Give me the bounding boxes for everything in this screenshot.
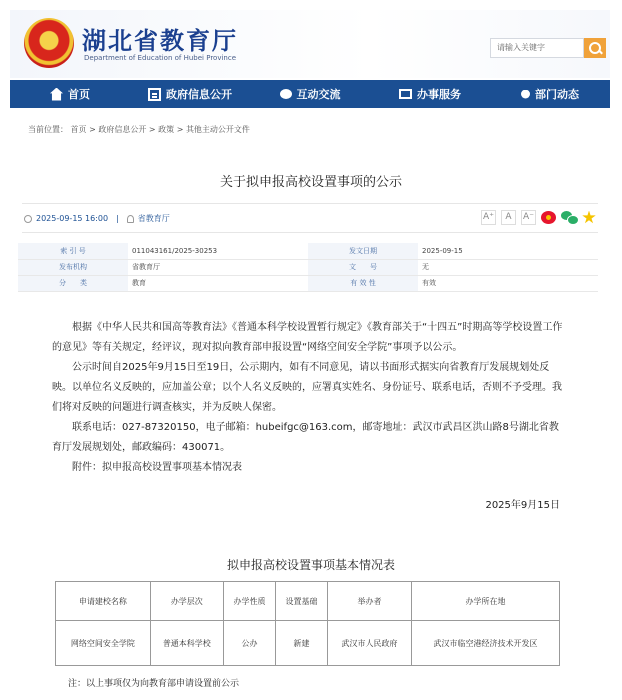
site-subtitle: Department of Education of Hubei Province — [84, 54, 237, 62]
table-row — [56, 621, 560, 666]
font-medium-button[interactable]: A — [501, 210, 516, 225]
doc-number-value: 无 — [418, 259, 598, 275]
article-title: 关于拟申报高校设置事项的公示 — [219, 175, 402, 190]
detail-table-title: 拟申报高校设置事项基本情况表 — [226, 558, 395, 572]
nav-services[interactable] — [370, 80, 490, 108]
source-icon — [127, 215, 134, 223]
article-body — [52, 318, 568, 478]
table-row — [18, 243, 598, 259]
body-paragraph: 公示时间自2025年9月15日至19日，公示期内，如有不同意见，请以书面形式据实向省教育厅发展规划处反映。以单位名义反映的，应加盖公章；以个人名义反映的，应署真实姓名、身份证号、联系电话，否则不予受理。我们将对反映的问题进行调查核实，并为反映人保密。 — [52, 362, 562, 413]
table-cell: 武汉市人民政府 — [327, 621, 411, 666]
validity-value: 有效 — [418, 275, 598, 291]
column-header: 办学所在地 — [411, 582, 559, 621]
weibo-share-icon[interactable] — [541, 211, 556, 224]
breadcrumb-prefix: 当前位置： — [28, 125, 68, 134]
nav-interaction[interactable] — [250, 80, 370, 108]
nav-home[interactable] — [10, 80, 130, 108]
table-row — [18, 275, 598, 291]
wechat-share-icon[interactable] — [561, 211, 577, 224]
font-larger-button[interactable]: A⁺ — [481, 210, 496, 225]
date-value: 2025-09-15 — [418, 243, 598, 259]
doc-number-label: 文 号 — [308, 259, 418, 275]
breadcrumb-item[interactable]: 首页 — [70, 125, 87, 134]
category-value: 教育 — [128, 275, 308, 291]
table-row — [18, 259, 598, 275]
font-smaller-button[interactable]: A⁻ — [521, 210, 536, 225]
table-cell: 新建 — [275, 621, 327, 666]
breadcrumb-item[interactable]: 政策 — [158, 125, 175, 134]
table-cell: 公办 — [223, 621, 275, 666]
meta-divider: | — [116, 214, 119, 223]
breadcrumb-separator: > — [148, 125, 156, 134]
breadcrumb — [28, 124, 250, 135]
home-icon — [50, 88, 63, 101]
article-meta — [22, 203, 598, 233]
sign-date: 2025年9月15日 — [485, 500, 560, 511]
nav-label: 部门动态 — [535, 88, 579, 101]
nav-gov-info[interactable] — [130, 80, 250, 108]
nav-label: 互动交流 — [296, 88, 341, 101]
body-paragraph: 根据《中华人民共和国高等教育法》《普通本科学校设置暂行规定》《教育部关于“十四五”时期高等学校设置工作的意见》等有关规定，经评议，现对拟向教育部申报设置“网络空间安全学院”事项予以公示。 — [52, 322, 563, 353]
user-icon — [521, 90, 530, 99]
publish-date: 2025-09-15 16:00 — [36, 214, 109, 223]
detail-table — [55, 581, 560, 666]
index-value: 011043161/2025-30253 — [128, 243, 308, 259]
attachment-link[interactable]: 附件：拟申报高校设置事项基本情况表 — [72, 462, 242, 473]
publisher-label: 发布机构 — [18, 259, 128, 275]
category-label: 分 类 — [18, 275, 128, 291]
nav-label: 办事服务 — [417, 88, 461, 101]
site-header — [10, 10, 610, 78]
breadcrumb-separator: > — [89, 125, 96, 134]
index-label: 索 引 号 — [18, 243, 128, 259]
table-cell: 武汉市临空港经济技术开发区 — [411, 621, 559, 666]
date-label: 发文日期 — [308, 243, 418, 259]
site-title[interactable]: 湖北省教育厅 — [82, 26, 238, 55]
table-cell: 普通本科学校 — [150, 621, 223, 666]
breadcrumb-item[interactable]: 政府信息公开 — [98, 125, 147, 134]
column-header: 设置基础 — [275, 582, 327, 621]
footnote: 注：以上事项仅为向教育部申请设置前公示 — [68, 679, 240, 689]
national-emblem-icon — [24, 18, 74, 68]
validity-label: 有 效 性 — [308, 275, 418, 291]
column-header: 举办者 — [327, 582, 411, 621]
column-header: 申请建校名称 — [56, 582, 151, 621]
table-header-row — [56, 582, 560, 621]
monitor-icon — [399, 89, 412, 99]
body-paragraph: 联系电话：027-87320150，电子邮箱：hubeifgc@163.com，邮寄地址：武汉市武昌区洪山路8号湖北省教育厅发展规划处，邮政编码：430071。 — [52, 422, 559, 453]
document-info-table — [18, 243, 598, 292]
search-button[interactable] — [584, 38, 606, 58]
nav-label: 政府信息公开 — [166, 88, 232, 101]
publisher-value: 省教育厅 — [128, 259, 308, 275]
document-icon — [148, 88, 161, 101]
main-nav — [10, 80, 610, 108]
nav-label: 首页 — [68, 88, 90, 101]
search-input[interactable]: 请输入关键字 — [490, 38, 584, 58]
column-header: 办学层次 — [150, 582, 223, 621]
publish-source: 省教育厅 — [137, 214, 170, 223]
breadcrumb-separator: > — [176, 125, 184, 134]
clock-icon — [24, 215, 32, 223]
favorite-star-icon[interactable] — [582, 211, 596, 225]
nav-news[interactable] — [490, 80, 610, 108]
table-cell: 网络空间安全学院 — [56, 621, 151, 666]
breadcrumb-item[interactable]: 其他主动公开文件 — [185, 125, 250, 134]
chat-icon — [280, 89, 292, 99]
column-header: 办学性质 — [223, 582, 275, 621]
